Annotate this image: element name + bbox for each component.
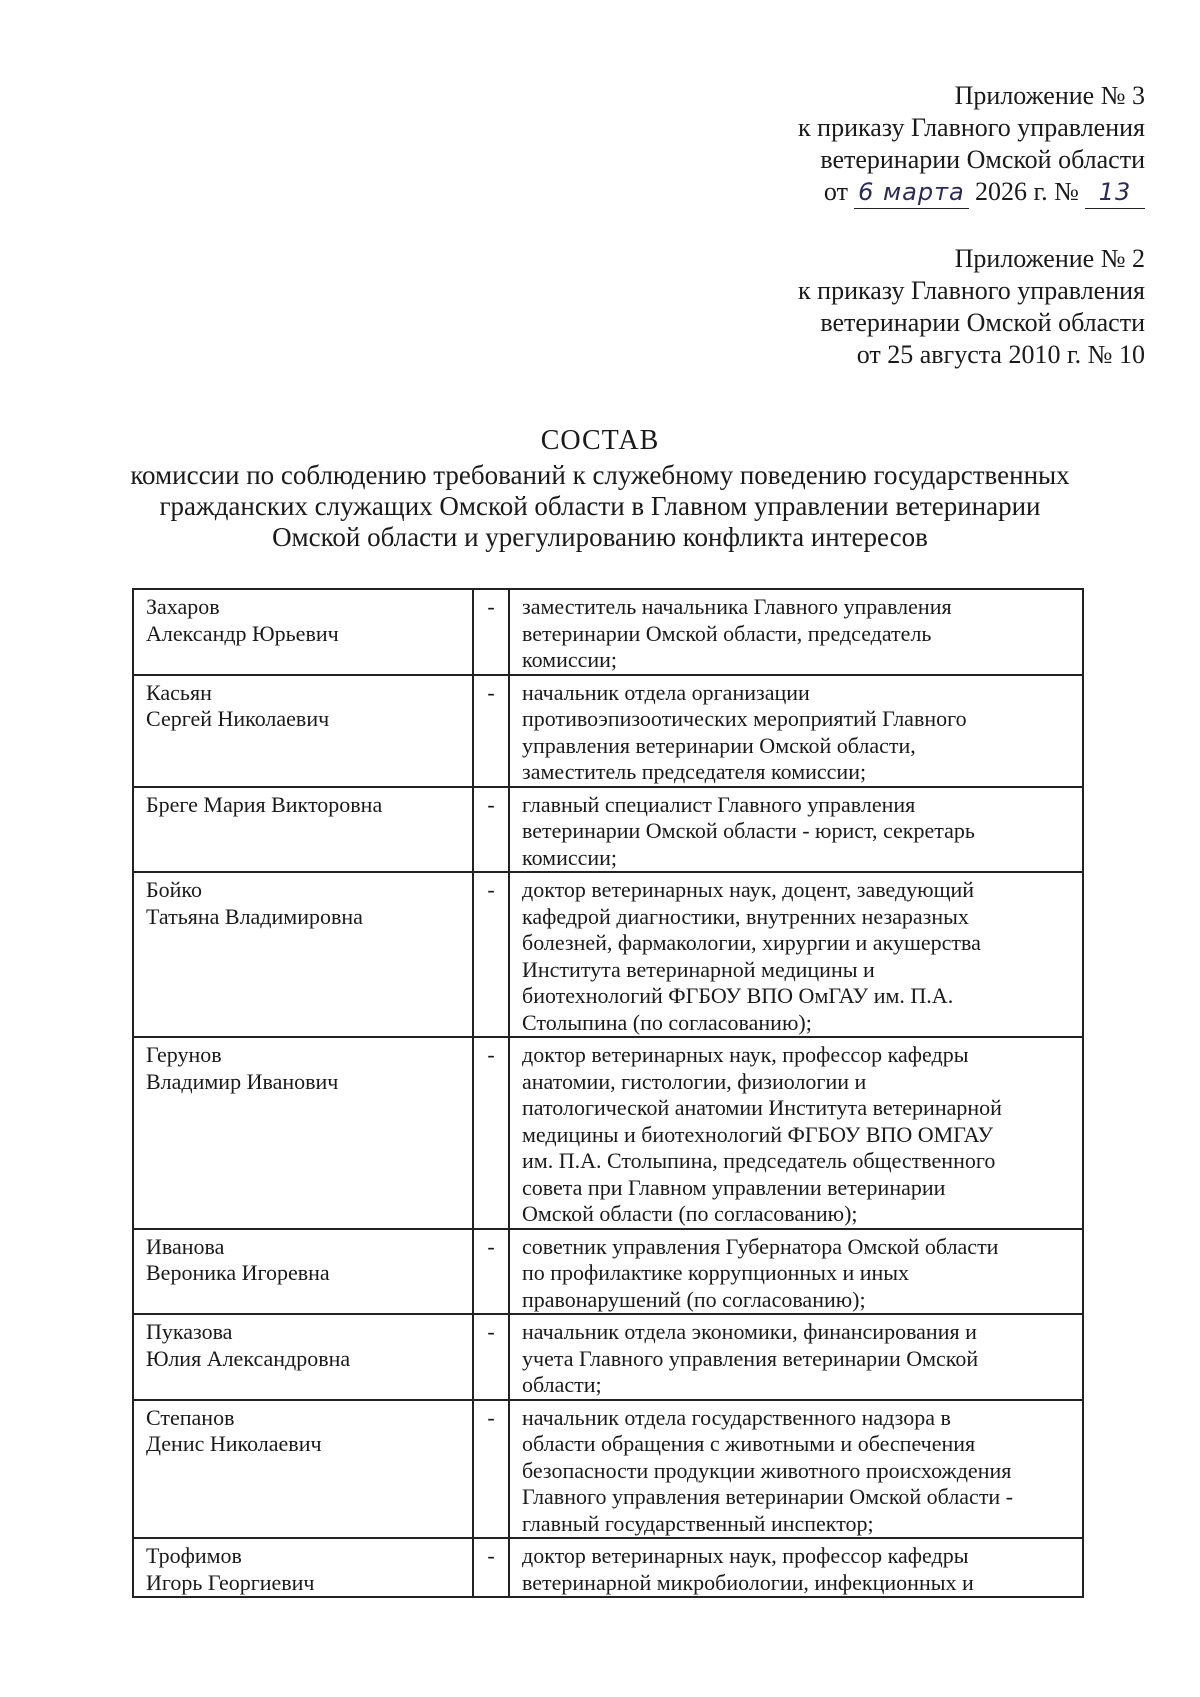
member-dash: -	[473, 1400, 509, 1539]
member-role-line: правонарушений (по согласованию);	[522, 1286, 866, 1312]
appendix-2-line-1: к приказу Главного управления	[798, 276, 1145, 305]
member-role-cell	[509, 1538, 1083, 1597]
member-name-line: Бреге Мария Викторовна	[146, 791, 383, 817]
member-row	[133, 872, 1083, 1037]
member-role-cell	[509, 1400, 1083, 1539]
member-role-line: ветеринарии Омской области, председатель	[522, 620, 932, 646]
member-role-line: безопасности продукции животного происхождения	[522, 1457, 1012, 1483]
member-role-line: Главного управления ветеринарии Омской области -	[522, 1484, 1014, 1509]
member-name-line: Юлия Александровна	[146, 1345, 351, 1371]
member-dash: -	[473, 1037, 509, 1229]
member-name-line: Касьян	[146, 679, 212, 705]
title-heading: СОСТАВ	[540, 425, 660, 456]
member-name-line: Александр Юрьевич	[146, 620, 339, 646]
member-role-line: начальник отдела экономики, финансирования и	[522, 1319, 977, 1344]
member-role-line: по профилактике коррупционных и иных	[522, 1260, 910, 1285]
member-name-cell	[133, 589, 473, 675]
member-dash: -	[473, 787, 509, 873]
member-dash: -	[473, 1538, 509, 1597]
member-role-line: ветеринарии Омской области - юрист, секретарь	[522, 818, 975, 843]
member-name-cell	[133, 1400, 473, 1539]
member-role-line: заместитель председателя комиссии;	[522, 759, 867, 784]
member-role-line: комиссии;	[522, 647, 618, 672]
member-role-line: им. П.А. Столыпина, председатель общественного	[522, 1148, 996, 1173]
appendix-2-line-3: от 25 августа 2010 г. № 10	[856, 340, 1145, 369]
member-role-line: главный государственный инспектор;	[522, 1510, 874, 1536]
member-name-line: Трофимов	[146, 1543, 242, 1568]
member-row	[133, 589, 1083, 675]
appendix-3-line-1: к приказу Главного управления	[798, 113, 1145, 142]
member-name-cell	[133, 1314, 473, 1400]
appendix-3-year: 2026 г. №	[974, 177, 1079, 206]
member-row	[133, 675, 1083, 787]
member-dash: -	[473, 675, 509, 787]
appendix-3-date-line	[798, 176, 1145, 209]
title-line-3: Омской области и урегулированию конфликта интересов	[272, 522, 928, 552]
member-role-cell	[509, 675, 1083, 787]
member-name-cell	[133, 1037, 473, 1229]
member-name-line: Денис Николаевич	[146, 1431, 322, 1456]
member-name-cell	[133, 675, 473, 787]
member-name-line: Игорь Георгиевич	[146, 1569, 315, 1595]
member-role-line: начальник отдела организации	[522, 679, 810, 705]
member-role-line: области;	[522, 1372, 602, 1397]
member-role-line: области обращения с животными и обеспечения	[522, 1431, 976, 1456]
appendix-2-title: Приложение № 2	[954, 244, 1145, 273]
member-role-line: доктор ветеринарных наук, доцент, заведующий	[522, 877, 975, 902]
member-role-cell	[509, 1314, 1083, 1400]
document-title	[60, 425, 1140, 553]
member-name-line: Иванова	[146, 1233, 225, 1259]
title-line-2: гражданских служащих Омской области в Главном управлении ветеринарии	[159, 491, 1041, 521]
member-role-line: болезней, фармакологии, хирургии и акушерства	[522, 930, 981, 955]
title-line-1: комиссии по соблюдению требований к служебному поведению государственных	[130, 460, 1070, 490]
member-role-cell	[509, 872, 1083, 1037]
member-name-line: Вероника Игоревна	[146, 1260, 330, 1285]
member-name-line: Татьяна Владимировна	[146, 903, 363, 929]
member-role-line: медицины и биотехнологий ФГБОУ ВПО ОМГАУ	[522, 1121, 994, 1147]
member-role-line: Омской области (по согласованию);	[522, 1201, 858, 1226]
member-name-line: Захаров	[146, 594, 220, 619]
member-role-cell	[509, 589, 1083, 675]
member-row	[133, 1037, 1083, 1229]
appendix-3-date-prefix: от	[823, 177, 848, 206]
member-dash: -	[473, 589, 509, 675]
appendix-3-line-2: ветеринарии Омской области	[820, 145, 1145, 174]
member-role-cell	[509, 1037, 1083, 1229]
member-role-line: начальник отдела государственного надзора в	[522, 1404, 951, 1430]
member-role-cell	[509, 1229, 1083, 1315]
member-role-line: заместитель начальника Главного управления	[522, 594, 952, 619]
member-name-line: Владимир Иванович	[146, 1068, 339, 1094]
member-role-line: комиссии;	[522, 844, 618, 870]
member-role-line: доктор ветеринарных наук, профессор кафедры	[522, 1543, 969, 1568]
member-dash: -	[473, 1229, 509, 1315]
member-dash: -	[473, 872, 509, 1037]
member-name-line: Пуказова	[146, 1319, 233, 1344]
member-role-line: советник управления Губернатора Омской области	[522, 1233, 999, 1259]
member-role-line: учета Главного управления ветеринарии Омской	[522, 1345, 979, 1371]
member-name-cell	[133, 872, 473, 1037]
member-role-line: главный специалист Главного управления	[522, 791, 916, 817]
member-name-cell	[133, 1538, 473, 1597]
member-role-line: кафедрой диагностики, внутренних незаразных	[522, 903, 969, 929]
appendix-3-title: Приложение № 3	[954, 81, 1145, 110]
handwritten-date: 6 марта	[854, 176, 969, 209]
member-name-line: Бойко	[146, 877, 202, 902]
member-row	[133, 1400, 1083, 1539]
member-role-line: ветеринарной микробиологии, инфекционных и	[522, 1569, 974, 1595]
member-dash: -	[473, 1314, 509, 1400]
appendix-3-header	[798, 80, 1145, 209]
member-role-cell	[509, 787, 1083, 873]
member-role-line: Института ветеринарной медицины и	[522, 956, 875, 982]
member-role-line: патологической анатомии Института ветеринарной	[522, 1095, 1002, 1120]
member-row	[133, 1538, 1083, 1597]
member-role-line: анатомии, гистологии, физиологии и	[522, 1068, 867, 1094]
member-name-line: Степанов	[146, 1404, 235, 1430]
member-name-line: Сергей Николаевич	[146, 706, 330, 731]
appendix-2-line-2: ветеринарии Омской области	[820, 308, 1145, 337]
commission-members-table	[132, 588, 1084, 1598]
member-row	[133, 787, 1083, 873]
member-role-line: доктор ветеринарных наук, профессор кафедры	[522, 1042, 969, 1067]
member-row	[133, 1314, 1083, 1400]
handwritten-number: 13	[1085, 176, 1145, 209]
member-name-cell	[133, 1229, 473, 1315]
member-role-line: управления ветеринарии Омской области,	[522, 732, 916, 758]
member-row	[133, 1229, 1083, 1315]
member-role-line: противоэпизоотических мероприятий Главного	[522, 706, 967, 731]
appendix-2-header	[798, 243, 1145, 371]
member-name-line: Герунов	[146, 1042, 222, 1067]
member-name-cell	[133, 787, 473, 873]
member-role-line: Столыпина (по согласованию);	[522, 1009, 812, 1035]
member-role-line: биотехнологий ФГБОУ ВПО ОмГАУ им. П.А.	[522, 983, 954, 1008]
member-role-line: совета при Главном управлении ветеринарии	[522, 1174, 946, 1200]
